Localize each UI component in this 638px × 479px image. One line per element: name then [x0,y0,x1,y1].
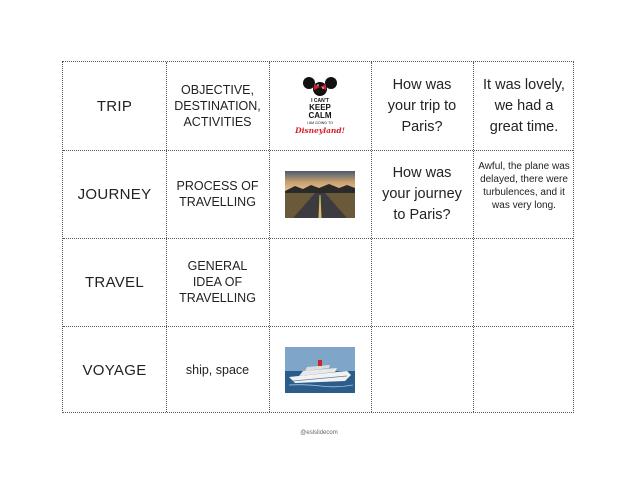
answer-cell-journey: Awful, the plane was delayed, there were turbulences, and it was very long. [478,161,570,211]
footer-credit: @eslslidecom [300,430,338,436]
mouse-ear-right [325,77,337,89]
answer-cell-trip: It was lovely, we had a great time. [483,76,565,135]
meaning-cell-journey: PROCESS OF TRAVELLING [176,179,259,209]
question-cell-journey: How was your journey to Paris? [382,164,462,223]
meaning-cell-travel: GENERAL IDEA OF TRAVELLING [179,259,256,305]
answer-cell-travel [473,238,575,326]
word-cell-travel: TRAVEL [84,273,145,291]
poster-line-2: KEEP [309,103,331,112]
poster-line-3: CALM [308,111,332,120]
question-cell-travel [371,238,473,326]
word-cell-journey: JOURNEY [77,185,152,203]
poster-line-1: I CAN'T [311,98,329,104]
meaning-cell-trip: OBJECTIVE, DESTINATION, ACTIVITIES [174,83,261,129]
mouse-ear-left [303,77,315,89]
image-cell-voyage [269,326,371,414]
poster-line-4: I AM GOING TO [306,121,334,125]
word-cell-trip: TRIP [96,97,133,115]
cruise-ship-photo [285,347,355,393]
image-cell-travel [269,238,371,326]
word-cell-voyage: VOYAGE [82,361,147,379]
ship-funnel [318,360,322,366]
meaning-cell-voyage: ship, space [185,363,250,377]
poster-line-5: Disneyland! [295,126,345,135]
image-cell-trip [269,62,371,150]
keep-calm-disneyland-poster [292,75,348,137]
question-cell-trip: How was your trip to Paris? [387,76,457,135]
road-at-sunset-photo [285,171,355,218]
vocabulary-table [62,61,574,413]
question-cell-voyage [371,326,473,414]
image-cell-journey [269,150,371,238]
answer-cell-voyage [473,326,575,414]
